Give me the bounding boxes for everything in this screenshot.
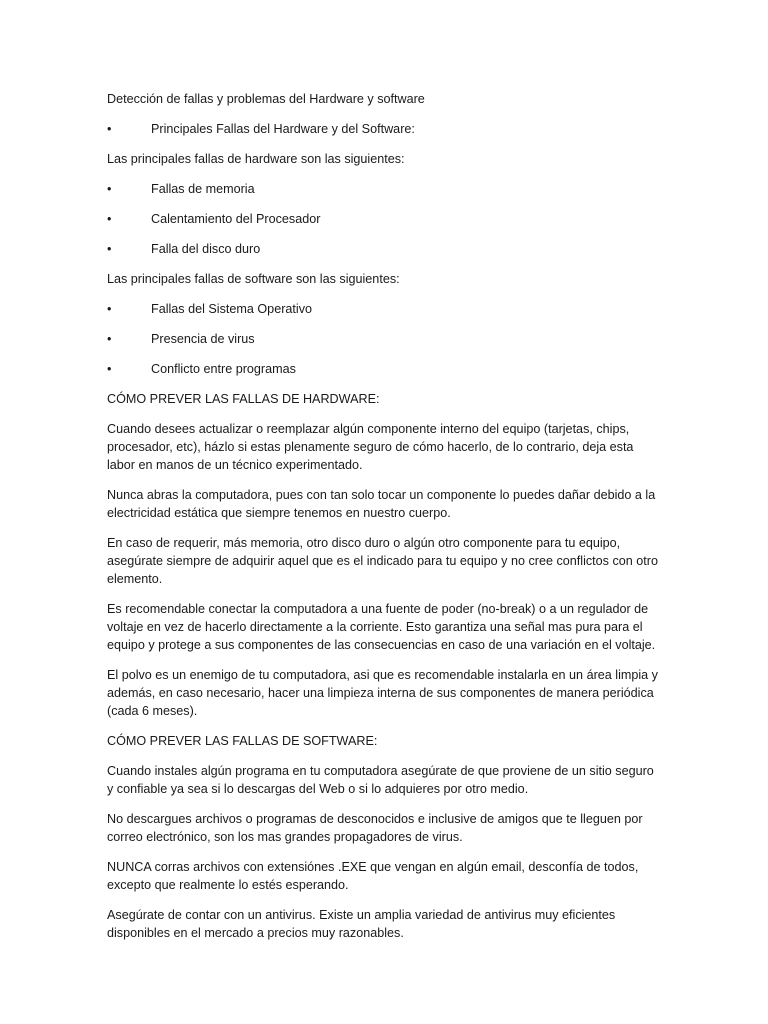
paragraph-line: Cuando instales algún programa en tu computadora asegúrate de que proviene de un sitio seguro xyxy=(107,764,654,778)
paragraph-line: y confiable ya sea si lo descargas del Web o si lo adquieres por otro medio. xyxy=(107,782,529,796)
paragraph-line: asegúrate siempre de adquirir aquel que es el indicado para tu equipo y no cree conflictos con otro xyxy=(107,554,658,568)
bullet-glyph: • xyxy=(107,182,112,196)
document-title: Detección de fallas y problemas del Hardware y software xyxy=(107,92,425,106)
section-bullet-item xyxy=(107,120,663,138)
section-bullet-text: Principales Fallas del Hardware y del Software: xyxy=(151,122,415,136)
paragraph-line: disponibles en el mercado a precios muy razonables. xyxy=(107,926,404,940)
list-item-text: Falla del disco duro xyxy=(151,242,261,256)
list-item xyxy=(107,360,663,378)
hardware-tip-paragraph xyxy=(107,600,663,654)
hardware-intro: Las principales fallas de hardware son las siguientes: xyxy=(107,152,405,166)
paragraph-line: (cada 6 meses). xyxy=(107,704,198,718)
paragraph-line: equipo y protege a sus componentes de las consecuencias en caso de una variación en el voltaje. xyxy=(107,638,656,652)
software-heading: CÓMO PREVER LAS FALLAS DE SOFTWARE: xyxy=(107,734,378,748)
paragraph-line: elemento. xyxy=(107,572,163,586)
paragraph-line: correo electrónico, son los mas grandes propagadores de virus. xyxy=(107,830,463,844)
paragraph-line: Nunca abras la computadora, pues con tan solo tocar un componente lo puedes dañar debido a la xyxy=(107,488,656,502)
paragraph-line: NUNCA corras archivos con extensiónes .EXE que vengan en algún email, desconfía de todos, xyxy=(107,860,639,874)
list-item xyxy=(107,210,663,228)
list-item xyxy=(107,330,663,348)
software-tip-paragraph xyxy=(107,906,663,942)
software-tip-paragraph xyxy=(107,858,663,894)
hardware-tip-paragraph xyxy=(107,534,663,588)
paragraph-line: voltaje en vez de hacerlo directamente a la corriente. Esto garantiza una señal mas pura para el xyxy=(107,620,643,634)
hardware-tip-paragraph xyxy=(107,420,663,474)
bullet-glyph: • xyxy=(107,362,112,376)
list-item xyxy=(107,300,663,318)
paragraph-line: excepto que realmente lo estés esperando. xyxy=(107,878,349,892)
list-item-text: Calentamiento del Procesador xyxy=(151,212,321,226)
software-intro: Las principales fallas de software son las siguientes: xyxy=(107,272,400,286)
paragraph-line: procesador, etc), házlo si estas plenamente seguro de cómo hacerlo, de lo contrario, deja esta xyxy=(107,440,634,454)
list-item-text: Conflicto entre programas xyxy=(151,362,296,376)
paragraph-line: electricidad estática que siempre tenemos en nuestro cuerpo. xyxy=(107,506,451,520)
paragraph-line: además, en caso necesario, hacer una limpieza interna de sus componentes de manera periódica xyxy=(107,686,654,700)
paragraph-line: labor en manos de un técnico experimentado. xyxy=(107,458,363,472)
list-item-text: Fallas del Sistema Operativo xyxy=(151,302,312,316)
document-body xyxy=(107,90,663,954)
hardware-failures-list xyxy=(107,180,663,258)
hardware-tip-paragraph xyxy=(107,666,663,720)
paragraph-line: El polvo es un enemigo de tu computadora, asi que es recomendable instalarla en un área limpia y xyxy=(107,668,658,682)
bullet-glyph: • xyxy=(107,212,112,226)
bullet-glyph: • xyxy=(107,242,112,256)
paragraph-line: Asegúrate de contar con un antivirus. Existe un amplia variedad de antivirus muy eficientes xyxy=(107,908,616,922)
paragraph-line: Es recomendable conectar la computadora a una fuente de poder (no-break) o a un regulador de xyxy=(107,602,649,616)
paragraph-line: En caso de requerir, más memoria, otro disco duro o algún otro componente para tu equipo, xyxy=(107,536,621,550)
bullet-glyph: • xyxy=(107,122,112,136)
list-item-text: Fallas de memoria xyxy=(151,182,255,196)
list-item xyxy=(107,240,663,258)
paragraph-line: Cuando desees actualizar o reemplazar algún componente interno del equipo (tarjetas, chips, xyxy=(107,422,630,436)
list-item-text: Presencia de virus xyxy=(151,332,255,346)
software-tip-paragraph xyxy=(107,810,663,846)
list-item xyxy=(107,180,663,198)
bullet-glyph: • xyxy=(107,302,112,316)
paragraph-line: No descargues archivos o programas de desconocidos e inclusive de amigos que te lleguen por xyxy=(107,812,643,826)
hardware-heading: CÓMO PREVER LAS FALLAS DE HARDWARE: xyxy=(107,392,380,406)
software-tip-paragraph xyxy=(107,762,663,798)
bullet-glyph: • xyxy=(107,332,112,346)
software-failures-list xyxy=(107,300,663,378)
hardware-tip-paragraph xyxy=(107,486,663,522)
